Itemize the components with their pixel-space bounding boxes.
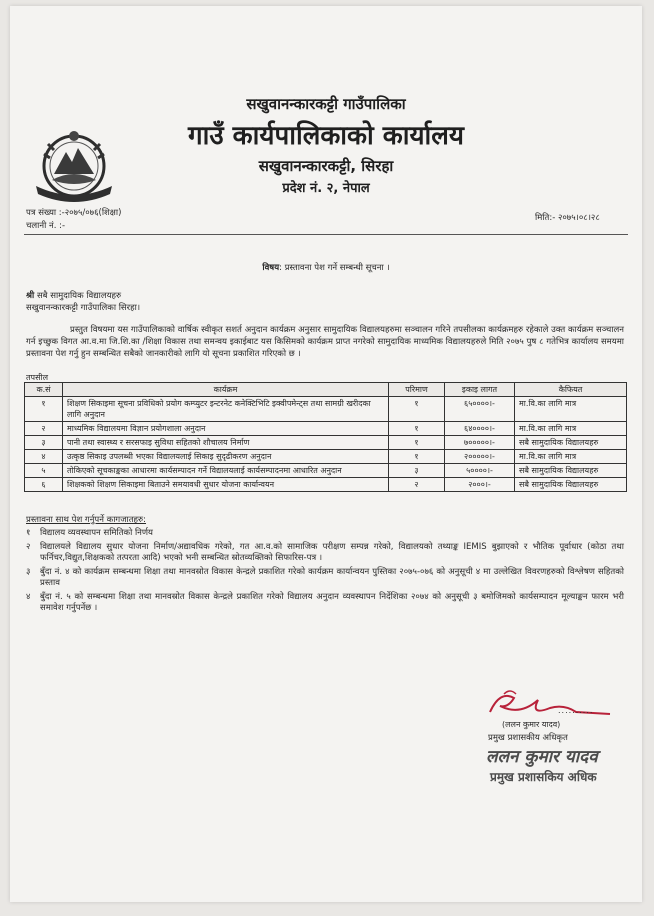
table-header-row [25,383,627,397]
recipient-line-2: सखुवानन्कारकट्टी गाउँपालिका सिरहा। [26,303,141,313]
cell-unit-cost: २०००००।- [445,450,515,464]
programs-table [24,382,627,492]
cell-remarks: मा.वि.का लागि मात्र [515,450,627,464]
dispatch-number: चलानी नं. :- [26,221,66,231]
cell-program: पानी तथा स्वास्थ्य र सरसफाइ सुविधा सहितको शौचालय निर्माण [63,436,389,450]
cell-unit-cost: २०००।- [445,478,515,492]
table-row [25,478,627,492]
table-row [25,397,627,422]
stamp-title: प्रमुख प्रशासकिय अधिक [490,770,597,784]
header-divider [24,234,628,235]
cell-program: शिक्षण सिकाइमा सूचना प्रविधिको प्रयोग कम्प्युटर इन्टरनेट कनेक्टिभिटि इक्वीपमेन्ट्स तथा सामग्री खरीदका लागि अनुदान [63,397,389,422]
signatory-name: (ललन कुमार यादव) [502,720,561,729]
cell-serial: ४ [25,450,63,464]
cell-serial: ५ [25,464,63,478]
col-quantity: परिमाण [389,383,445,397]
table-row [25,450,627,464]
office-title: गाउँ कार्यपालिकाको कार्यालय [188,121,464,151]
cell-remarks: सबै सामुदायिक विद्यालयहरु [515,478,627,492]
recipient-line-1 [26,290,121,301]
item-text: बुँदा नं. ४ को कार्यक्रम सम्बन्धमा शिक्षा तथा मानवस्रोत विकास केन्द्रले प्रकाशित गरेको कार्यक्रम कार्यान्वयन पुस्तिका २०७५-०७६ को अनुसूची ४ मा उल्लेखित विवरणहरुको विश्लेषण सहितको प्रस्ताव [40,566,624,588]
subject-line [10,262,642,273]
table-row [25,436,627,450]
subject-text: : प्रस्तावना पेश गर्ने सम्बन्धी सूचना । [279,263,390,273]
stamp-name: ललन कुमार यादव [486,747,598,767]
cell-program: माध्यमिक विद्यालयमा विज्ञान प्रयोगशाला अनुदान [63,422,389,436]
cell-serial: १ [25,397,63,422]
list-item [26,567,624,590]
province-line: प्रदेश नं. २, नेपाल [282,181,370,196]
municipality-name: सखुवानन्कारकट्टी गाउँपालिका [246,95,406,113]
item-number: ४ [26,591,31,602]
col-program: कार्यक्रम [63,383,389,397]
item-text: विद्यालयले विद्यालय सुधार योजना निर्माण/अद्यावधिक गरेको, गत आ.व.को सामाजिक परीक्षण सम्पन्न गरेको, विद्यालयको तथ्याङ्क IEMIS बुझाएको र भौतिक पूर्वाधार (कोठा तथा फर्निचर,विद्युत,शिक्षकको तत्परता आदि) भएको भनी सम्बन्धित स्रोतव्यक्तिको सिफारिस-पत्र । [40,541,624,563]
cell-quantity: १ [389,422,445,436]
cell-quantity: १ [389,450,445,464]
cell-program: शिक्षकको शिक्षण सिकाइमा बिताउने समयावधी सुधार योजना कार्यान्वयन [63,478,389,492]
item-number: २ [26,541,31,552]
item-text: विद्यालय व्यवस्थापन समितिको निर्णय [40,528,153,538]
cell-serial: ३ [25,436,63,450]
recipient-honorific: श्री [26,291,35,301]
col-serial: क.सं [25,383,63,397]
cell-serial: ६ [25,478,63,492]
cell-quantity: १ [389,397,445,422]
list-item [26,542,624,565]
signature-dots: .......... [558,706,594,715]
col-unit-cost: इकाइ लागत [445,383,515,397]
col-remarks: कैफियत [515,383,627,397]
signatory-title: प्रमुख प्रशासकीय अधिकृत [488,733,568,743]
required-documents [26,514,624,617]
table-caption: तपसील [26,373,49,382]
cell-program: उत्कृष्ठ सिकाइ उपलब्धी भएका विद्यालयलाई सिकाइ सुदृढीकरण अनुदान [63,450,389,464]
table-row [25,464,627,478]
cell-unit-cost: ७०००००।- [445,436,515,450]
cell-quantity: २ [389,478,445,492]
recipient-name: सबै सामुदायिक विद्यालयहरु [36,291,122,301]
cell-unit-cost: ६५००००।- [445,397,515,422]
item-text: बुँदा नं. ५ को सम्बन्धमा शिक्षा तथा मानवस्रोत विकास केन्द्रले प्रकाशित गरेको विद्यालय अनुदान व्यवस्थापन निर्देशिका २०७४ को अनुसूची ३ बमोजिमको कार्यसम्पादन मूल्याङ्कन फारम भरी समावेश गर्नुपर्नेछ । [40,591,624,613]
item-number: १ [26,528,31,538]
letter-page [10,6,642,902]
item-number: ३ [26,566,31,577]
table-row [25,422,627,436]
cell-unit-cost: ५००००।- [445,464,515,478]
cell-remarks: सबै सामुदायिक विद्यालयहरु [515,436,627,450]
subject-label: विषय [262,263,280,273]
cell-unit-cost: ६४००००।- [445,422,515,436]
cell-serial: २ [25,422,63,436]
list-item [26,592,624,615]
cell-program: तोकिएको सूचकाङ्कका आधारमा कार्यसम्पादन गर्ने विद्यालयलाई कार्यसम्पादनमा आधारित अनुदान [63,464,389,478]
cell-remarks: सबै सामुदायिक विद्यालयहरु [515,464,627,478]
letter-date: मिति:- २०७५।०८।२८ [535,213,600,223]
reference-number: पत्र संख्या :-२०७५/०७६(शिक्षा) [26,208,122,218]
cell-quantity: १ [389,436,445,450]
list-item [26,528,624,540]
documents-title: प्रस्तावना साथ पेश गर्नुपर्ने कागजातहरु: [26,515,147,525]
cell-quantity: ३ [389,464,445,478]
cell-remarks: मा.वि.का लागि मात्र [515,397,627,422]
notice-paragraph: प्रस्तुत विषयमा यस गाउँपालिकाको वार्षिक स्वीकृत सशर्त अनुदान कार्यक्रम अनुसार सामुदायिक विद्यालयहरुमा सञ्चालन गरिने तपसीलका कार्यक्रमहरु रहेकाले उक्त कार्यक्रम सञ्चालन गर्न इच्छुक विगत आ.व.मा जि.शि.का /शिक्षा विकास तथा समन्वय इकाईबाट यस किसिमको कार्यक्रम प्राप्त नगरेको सामुदायिक माध्यमिक विद्यालयहरुले मिति २०७५ पुष ८ गतेभित्र कार्यालय समयमा प्रस्तावना पेश गर्नु हुन सम्बन्धित सबैको जानकारीको लागि यो सूचना प्रकाशित गरिएको छ । [26,325,624,359]
office-address: सखुवानन्कारकट्टी, सिरहा [258,157,394,175]
cell-remarks: मा.वि.का लागि मात्र [515,422,627,436]
